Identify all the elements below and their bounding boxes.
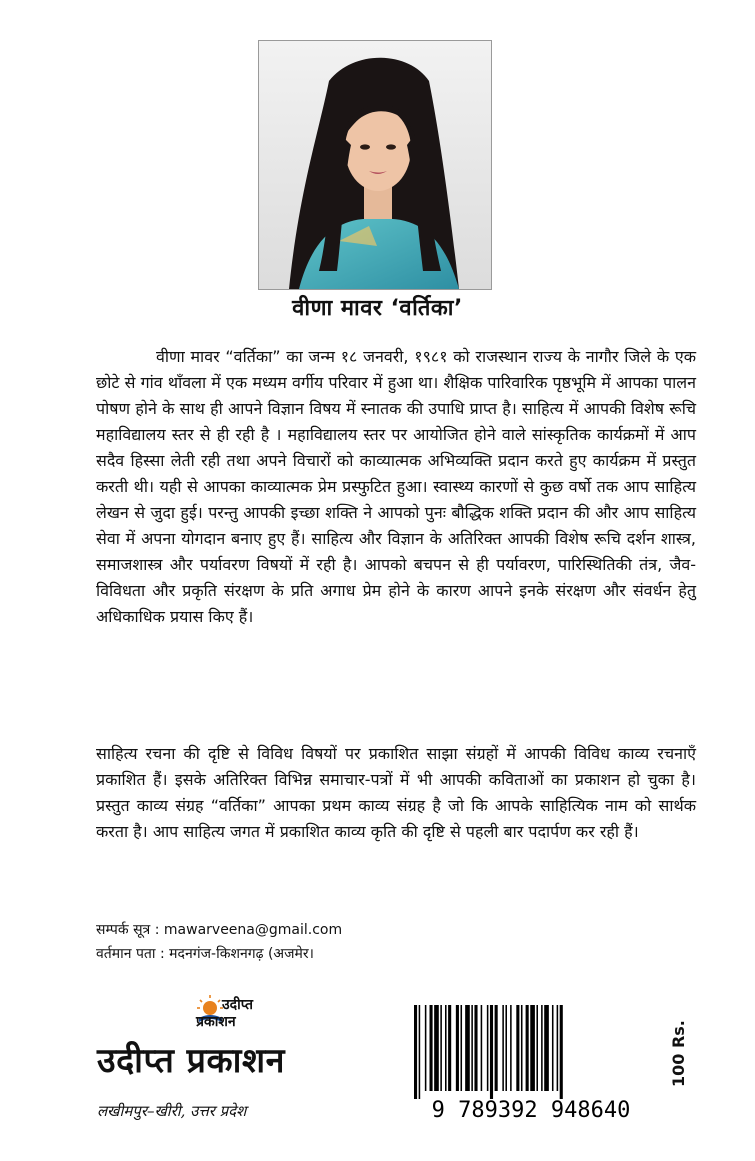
barcode-bar [481, 1005, 483, 1091]
bio-section-1 [96, 344, 696, 630]
publisher-city: लखीमपुर–खीरी, उत्तर प्रदेश [97, 1102, 247, 1120]
barcode-bar [516, 1005, 519, 1091]
barcode-bar [461, 1005, 463, 1091]
barcode-bar [505, 1005, 507, 1091]
contact-block [96, 918, 342, 966]
barcode-bar [414, 1005, 417, 1099]
contact-email-row [96, 918, 342, 942]
barcode-bar [456, 1005, 459, 1091]
barcode-bar [474, 1005, 477, 1091]
address-label: वर्तमान पता : [96, 946, 165, 962]
barcode-bar [557, 1005, 559, 1091]
bio-section-2 [96, 741, 696, 845]
isbn-barcode [396, 1003, 666, 1123]
logo-text-line2: प्रकाशन [196, 1014, 236, 1030]
barcode-bar [552, 1005, 554, 1091]
barcode-bar [440, 1005, 442, 1091]
logo-text-line1: उदीप्त [222, 997, 254, 1013]
barcode-bar [465, 1005, 470, 1091]
bio-paragraph-2: साहित्य रचना की दृष्टि से विविध विषयों पर प्रकाशित साझा संग्रहों में आपकी विविध काव्य रचनाएँ प्रकाशित हैं। इसके अतिरिक्त विभिन्न समाचार-पत्रों में भी आपकी कविताओं का प्रकाशन हो चुका है। प्रस्तुत काव्य संग्रह “वर्तिका” आपका प्रथम काव्य संग्रह है जो कि आपके साहित्यिक नाम को सार्थक करता है। आप साहित्य जगत में प्रकाशित काव्य कृति की दृष्टि से पहली बार पदार्पण कर रही हैं। [96, 744, 696, 841]
barcode-bar [445, 1005, 447, 1091]
barcode-bar [544, 1005, 549, 1091]
barcode-bar [487, 1005, 489, 1091]
barcode-bar [510, 1005, 512, 1091]
barcode-bar [430, 1005, 433, 1091]
address-value: मदनगंज-किशनगढ़ (अजमेर। [169, 946, 314, 962]
author-photo [258, 40, 492, 290]
portrait-photo-icon [259, 41, 491, 289]
barcode-bar [521, 1005, 523, 1091]
barcode-bar [419, 1005, 421, 1099]
email-label: सम्पर्क सूत्र : [96, 922, 160, 938]
contact-address-row [96, 942, 342, 966]
author-name: वीणा मावर ‘वर्तिका’ [292, 296, 463, 321]
barcode-bar [448, 1005, 451, 1091]
barcode-bar [502, 1005, 504, 1091]
barcode-bar [536, 1005, 538, 1091]
barcode-bar [495, 1005, 498, 1091]
barcode-bar [560, 1005, 563, 1099]
barcode-bar [526, 1005, 529, 1091]
email-value: mawarveena@gmail.com [163, 922, 343, 938]
price-label: 100 Rs. [669, 1020, 688, 1088]
barcode-bar [425, 1005, 427, 1091]
barcode-digits: 9 789392 948640 [431, 1098, 631, 1123]
barcode-bar [471, 1005, 473, 1091]
barcode-bar [490, 1005, 493, 1099]
barcode-bar [530, 1005, 535, 1091]
bio-paragraph-1: वीणा मावर “वर्तिका” का जन्म १८ जनवरी, १९८१ को राजस्थान राज्य के नागौर जिले के एक छोटे से गांव थाँवला में एक मध्यम वर्गीय परिवार में हुआ था। शैक्षिक पारिवारिक पृष्ठभूमि में आपका पालन पोषण होने के साथ ही आपने विज्ञान विषय में स्नातक की उपाधि प्राप्त है। साहित्य में आपकी विशेष रूचि महाविद्यालय स्तर से ही रही है । महाविद्यालय स्तर पर आयोजित होने वाले सांस्कृतिक कार्यक्रमों में आप सदैव हिस्सा लेती रही तथा अपने विचारों को काव्यात्मक अभिव्यक्ति प्रदान करते हुए कार्यक्रम में प्रस्तुत करती थी। यही से आपका काव्यात्मक प्रेम प्रस्फुटित हुआ। स्वास्थ्य कारणों से कुछ वर्षो तक आप साहित्य लेखन से जुदा हुई। परन्तु आपकी इच्छा शक्ति ने आपको पुनः बौद्धिक शक्ति प्रदान की और आप साहित्य सेवा में अपना योगदान बनाए हुए हैं। साहित्य और विज्ञान के अतिरिक्त आपकी विशेष रूचि दर्शन शास्त्र, समाजशास्त्र और पर्यावरण विषयों में रही है। आपको बचपन से ही पर्यावरण, पारिस्थितिकी तंत्र, जैव-विविधता और प्रकृति संरक्षण के प्रति अगाध प्रेम होने के कारण आपने इनके संरक्षण और संवर्धन हेतु अधिकाधिक प्रयास किए हैं। [96, 347, 696, 626]
barcode-bar [541, 1005, 543, 1091]
barcode-bar [434, 1005, 439, 1091]
publisher-name: उदीप्त प्रकाशन [97, 1041, 285, 1081]
barcode-bars [414, 1005, 563, 1099]
